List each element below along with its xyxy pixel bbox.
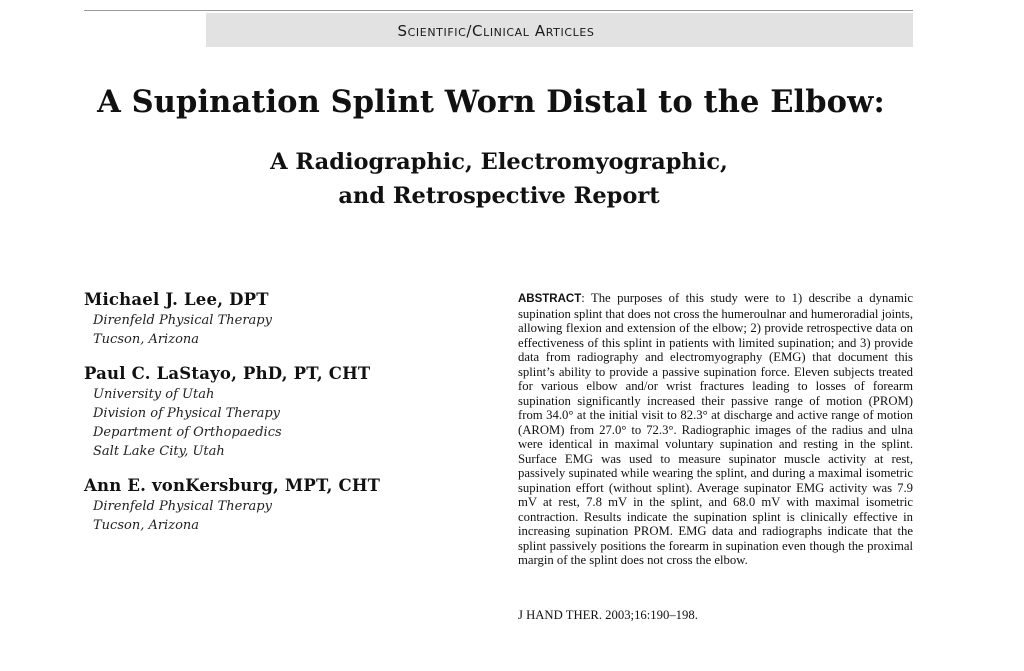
- section-label: Scientific/Clinical Articles: [397, 22, 595, 40]
- article-title: A Supination Splint Worn Distal to the Elbow:: [97, 84, 885, 120]
- author-affiliation: Direnfeld Physical Therapy: [93, 313, 272, 328]
- article-subtitle: [0, 145, 998, 213]
- abstract-body: : The purposes of this study were to 1) describe a dynamic supination splint that does not cross the humeroulnar and humeroradial joints, allowing flexion and extension of the elbow; 2) provide retrospective data on effectiveness of this splint in patients with limited supination; and 3) provide data from radiography and electromyography (EMG) that document this splint’s ability to provide a passive supination force. Eleven subjects treated for various elbow and/or wrist fractures leading to losses of forearm supination significantly increased their passive range of motion (PROM) from 34.0° at the initial visit to 82.3° at discharge and active range of motion (AROM) from 27.0° to 72.3°. Radiographic images of the radius and ulna were identical in maximal voluntary supination and resting in the splint. Surface EMG was used to measure supinator muscle activity at rest, passively supinated while wearing the splint, and during a maximal isometric supination effort (without splint). Average supinator EMG activity was 7.9 mV at rest, 7.8 mV in the splint, and 68.0 mV with maximal isometric contraction. Results indicate the supination splint is clinically effective in increasing supination PROM. EMG data and radiographs indicate that the splint passively positions the forearm in supination even though the proximal margin of the splint does not cross the elbow.: [518, 291, 914, 567]
- author-name: Michael J. Lee, DPT: [84, 290, 269, 309]
- abstract-heading: ABSTRACT: [518, 293, 582, 305]
- journal-citation: J HAND THER. 2003;16:190–198.: [518, 608, 698, 622]
- author-block: [84, 289, 454, 349]
- author-affiliation: Tucson, Arizona: [93, 332, 200, 347]
- author-list: [84, 289, 454, 549]
- author-affiliation: Direnfeld Physical Therapy: [93, 499, 272, 514]
- author-name: Ann E. vonKersburg, MPT, CHT: [84, 476, 381, 495]
- subtitle-line-1: A Radiographic, Electromyographic,: [270, 149, 728, 175]
- top-rule: [84, 10, 913, 11]
- abstract-text: [518, 291, 913, 568]
- author-affiliation: Division of Physical Therapy: [93, 406, 280, 421]
- author-name: Paul C. LaStayo, PhD, PT, CHT: [84, 364, 371, 383]
- author-affiliation: Salt Lake City, Utah: [93, 444, 225, 459]
- author-affiliation: Tucson, Arizona: [93, 518, 200, 533]
- subtitle-line-2: and Retrospective Report: [338, 183, 660, 209]
- author-block: [84, 363, 454, 461]
- author-affiliation: Department of Orthopaedics: [93, 425, 282, 440]
- author-block: [84, 475, 454, 535]
- author-affiliation: University of Utah: [93, 387, 215, 402]
